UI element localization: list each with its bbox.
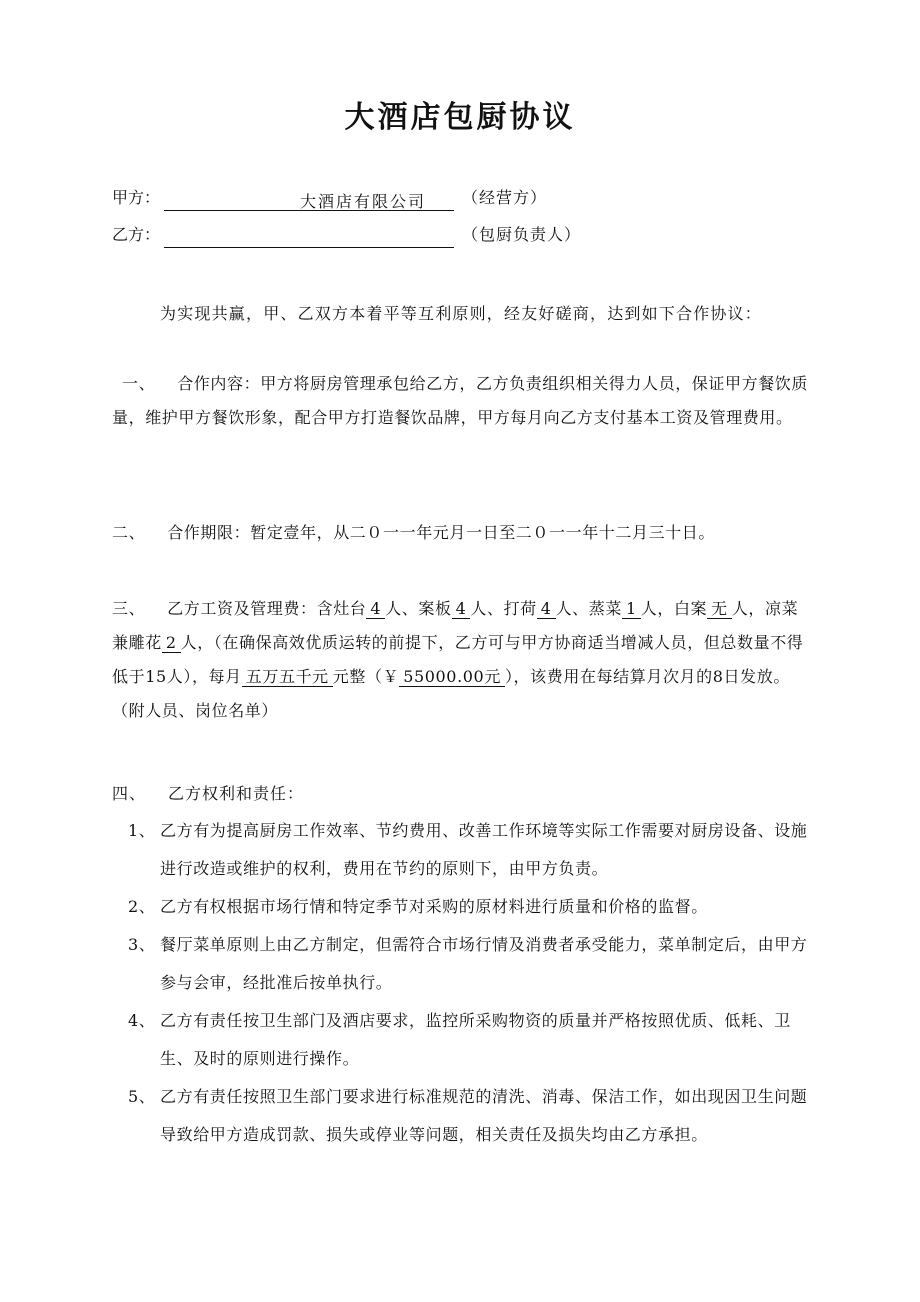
list-item-number: 3、: [128, 935, 156, 954]
section-3-text-9: ），该费用在每结算月次月的8日发放。（附人员、岗位名单）: [112, 667, 790, 720]
section-4-heading: [112, 777, 304, 811]
party-b-line: [112, 222, 581, 248]
section-3-text-6: 人，凉菜兼雕花: [112, 599, 799, 652]
stove-count: 4: [366, 599, 385, 619]
section-3-text-5: 人，白案: [640, 599, 708, 618]
section-1-number: 一、: [122, 374, 156, 393]
section-3-text-2: 人、案板: [385, 599, 452, 618]
intro-paragraph: 为实现共赢，甲、乙双方本着平等互利原则，经友好磋商，达到如下合作协议：: [160, 304, 763, 323]
cold-dish-count: 2: [162, 633, 181, 653]
board-count: 4: [452, 599, 471, 619]
section-3-text-7: 人，（在确保高效优质运转的前提下，乙方可与甲方协商适当增减人员，但总数量不得低于15人），每月: [112, 633, 804, 686]
amount-in-numbers: 55000.00元: [399, 667, 505, 687]
list-item-number: 2、: [128, 897, 156, 916]
list-item: [128, 926, 818, 1002]
party-a-label: 甲方：: [112, 188, 161, 207]
section-4-number: 四、: [112, 784, 147, 803]
list-item: [128, 888, 818, 926]
amount-in-words: 五万五千元: [242, 667, 333, 687]
document-title: 大酒店包厨协议: [344, 100, 576, 135]
party-b-label: 乙方：: [112, 225, 161, 244]
party-b-name: [164, 226, 454, 248]
section-3-number: 三、: [112, 599, 146, 618]
section-2-text: 合作期限：暂定壹年，从二０一一年元月一日至二０一一年十二月三十日。: [167, 523, 716, 542]
list-item-text: 餐厅菜单原则上由乙方制定，但需符合市场行情及消费者承受能力，菜单制定后，由甲方参与会审，经批准后按单执行。: [160, 935, 808, 992]
party-a-line: [112, 185, 547, 211]
list-item: [128, 812, 818, 888]
section-3-text-4: 人、蒸菜: [555, 599, 622, 618]
section-2-number: 二、: [112, 523, 146, 542]
party-a-role: （经营方）: [462, 188, 548, 207]
section-4-list: [128, 812, 818, 1154]
section-3: [112, 592, 812, 728]
section-2: [112, 516, 812, 550]
list-item-text: 乙方有责任按卫生部门及酒店要求，监控所采购物资的质量并严格按照优质、低耗、卫生、及时的原则进行操作。: [160, 1011, 791, 1068]
list-item: [128, 1002, 818, 1078]
steam-count: 1: [622, 599, 641, 619]
party-b-role: （包厨负责人）: [462, 225, 582, 244]
list-item-number: 5、: [128, 1087, 156, 1106]
section-3-text-8: 元整（￥: [332, 667, 400, 686]
list-item: [128, 1078, 818, 1154]
section-1: [112, 367, 812, 435]
list-item-text: 乙方有责任按照卫生部门要求进行标准规范的清洗、消毒、保洁工作，如出现因卫生问题导致给甲方造成罚款、损失或停业等问题，相关责任及损失均由乙方承担。: [160, 1087, 808, 1144]
section-4-title: 乙方权利和责任：: [168, 784, 305, 803]
list-item-text: 乙方有权根据市场行情和特定季节对采购的原材料进行质量和价格的监督。: [160, 897, 708, 916]
list-item-number: 1、: [128, 821, 156, 840]
section-3-text-1: 乙方工资及管理费：含灶台: [167, 599, 367, 618]
pastry-count: 无: [707, 599, 732, 619]
party-a-name: 大酒店有限公司: [164, 189, 454, 211]
section-3-text-3: 人、打荷: [470, 599, 537, 618]
list-item-number: 4、: [128, 1011, 156, 1030]
list-item-text: 乙方有为提高厨房工作效率、节约费用、改善工作环境等实际工作需要对厨房设备、设施进行改造或维护的权利，费用在节约的原则下，由甲方负责。: [160, 821, 808, 878]
section-1-text: 合作内容：甲方将厨房管理承包给乙方，乙方负责组织相关得力人员，保证甲方餐饮质量，维护甲方餐饮形象，配合甲方打造餐饮品牌，甲方每月向乙方支付基本工资及管理费用。: [112, 374, 809, 427]
dahe-count: 4: [537, 599, 556, 619]
